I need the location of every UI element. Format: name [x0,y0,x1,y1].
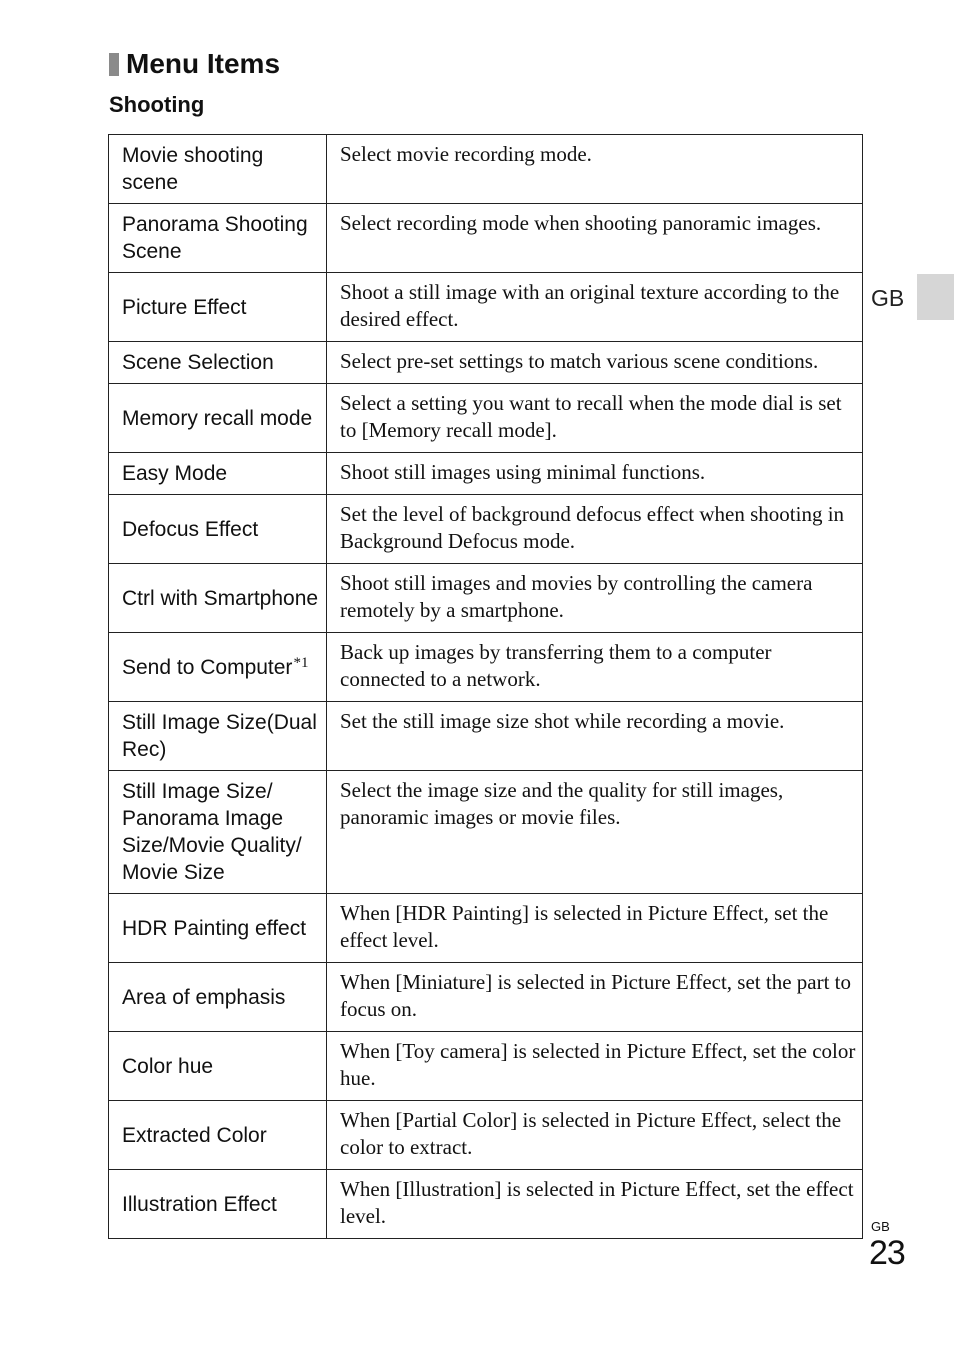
menu-item-description: Select the image size and the quality for still images, panoramic images or movie files. [327,771,863,894]
menu-item-name: Movie shooting scene [109,135,327,204]
menu-item-name: Illustration Effect [109,1170,327,1239]
page-title-text: Menu Items [126,48,281,79]
menu-item-name: Color hue [109,1032,327,1101]
menu-items-table [108,134,863,1239]
menu-item-name: Extracted Color [109,1101,327,1170]
table-row [109,771,863,894]
menu-item-description: Select a setting you want to recall when the mode dial is set to [Memory recall mode]. [327,384,863,453]
menu-item-description: Shoot a still image with an original texture according to the desired effect. [327,273,863,342]
menu-item-name-cell [109,633,327,702]
menu-item-name: Easy Mode [109,453,327,495]
page-title [109,46,280,82]
menu-item-description: Select pre-set settings to match various scene conditions. [327,342,863,384]
menu-item-description: When [Illustration] is selected in Picture Effect, set the effect level. [327,1170,863,1239]
page-region-label: GB [871,1219,890,1234]
table-row [109,633,863,702]
menu-item-name: Send to Computer [122,655,293,679]
menu-item-description: Back up images by transferring them to a computer connected to a network. [327,633,863,702]
table-row [109,204,863,273]
page-number: 23 [869,1234,905,1272]
table-row [109,1101,863,1170]
table-row [109,702,863,771]
menu-item-description: Set the still image size shot while recording a movie. [327,702,863,771]
menu-item-name: Panorama Shooting Scene [109,204,327,273]
menu-item-description: When [Miniature] is selected in Picture Effect, set the part to focus on. [327,963,863,1032]
table-row [109,342,863,384]
table-row [109,1170,863,1239]
table-row [109,495,863,564]
table-row [109,963,863,1032]
menu-item-name: Area of emphasis [109,963,327,1032]
menu-item-description: Set the level of background defocus effect when shooting in Background Defocus mode. [327,495,863,564]
table-row [109,1032,863,1101]
menu-item-description: When [HDR Painting] is selected in Picture Effect, set the effect level. [327,894,863,963]
menu-item-name: HDR Painting effect [109,894,327,963]
heading-marker-bar [109,53,119,76]
menu-item-description: Shoot still images using minimal functions. [327,453,863,495]
menu-item-name: Still Image Size(Dual Rec) [109,702,327,771]
table-row [109,273,863,342]
table-row [109,453,863,495]
table-row [109,894,863,963]
section-title: Shooting [109,92,205,117]
menu-item-description: Select recording mode when shooting panoramic images. [327,204,863,273]
menu-item-description: Select movie recording mode. [327,135,863,204]
table-row [109,384,863,453]
menu-item-description: When [Toy camera] is selected in Picture Effect, set the color hue. [327,1032,863,1101]
menu-item-name: Scene Selection [109,342,327,384]
menu-item-name: Memory recall mode [109,384,327,453]
menu-item-description: When [Partial Color] is selected in Picture Effect, select the color to extract. [327,1101,863,1170]
menu-item-name: Picture Effect [109,273,327,342]
region-side-tab [917,274,954,320]
menu-item-name: Defocus Effect [109,495,327,564]
menu-item-description: Shoot still images and movies by controlling the camera remotely by a smartphone. [327,564,863,633]
table-row [109,135,863,204]
menu-item-name: Still Image Size/ Panorama Image Size/Movie Quality/ Movie Size [109,771,327,894]
menu-item-name: Ctrl with Smartphone [109,564,327,633]
footnote-marker: *1 [293,654,309,671]
region-side-label: GB [871,285,905,311]
table-row [109,564,863,633]
